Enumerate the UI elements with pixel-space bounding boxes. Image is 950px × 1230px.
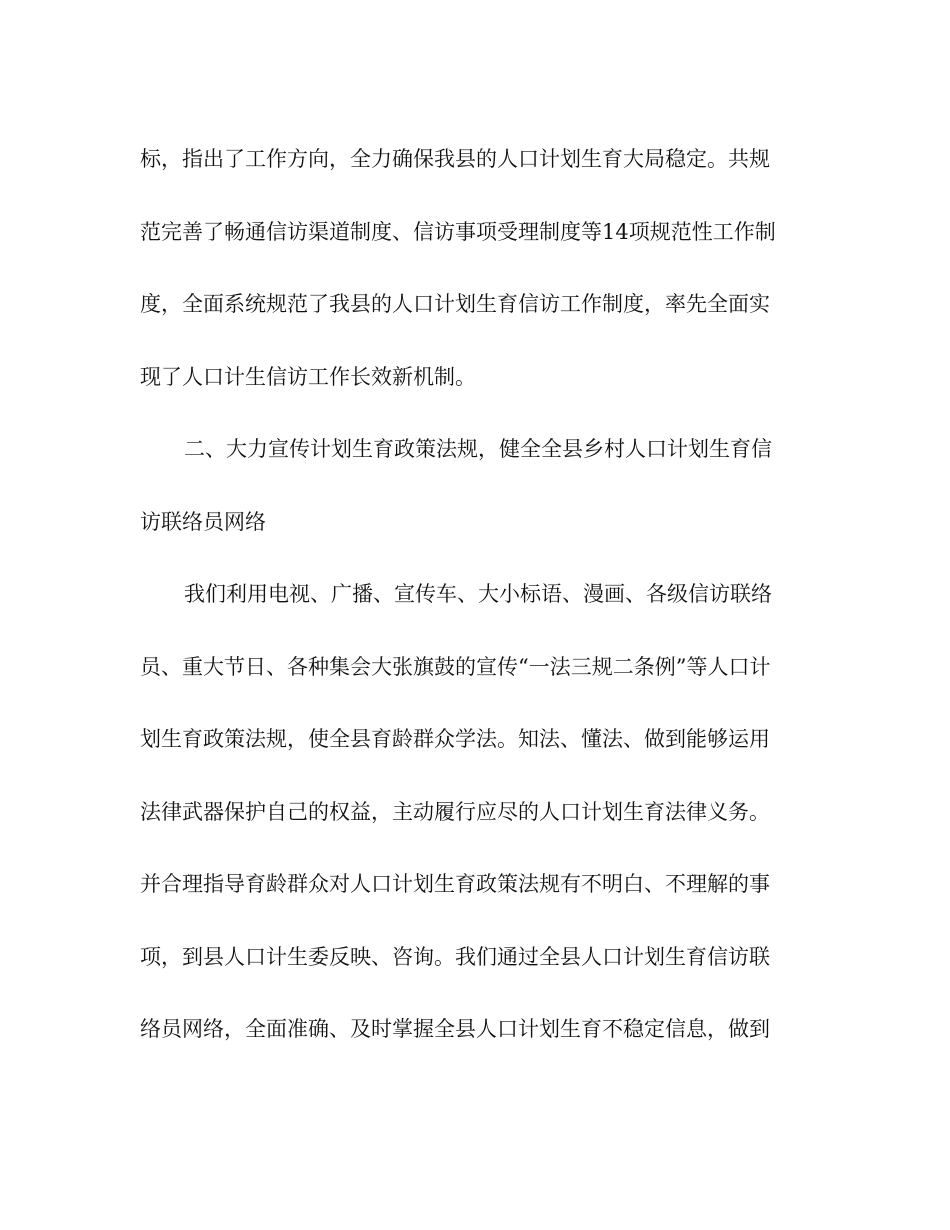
section-heading-line-1: 二、大力宣传计划生育政策法规，健全全县乡村人口计划生育信 [184,437,772,461]
text-line-12: 项，到县人口计生委反映、咨询。我们通过全县人口计划生育信访联 [140,944,770,969]
text-line-4: 现了人口计生信访工作长效新机制。 [140,364,476,389]
text-line-9: 划生育政策法规，使全县育龄群众学法。知法、懂法、做到能够运用 [140,727,770,751]
text-line-8: 员、重大节日、各种集会大张旗鼓的宣传“一法三规二条例”等人口计 [140,654,771,679]
text-line-2: 范完善了畅通信访渠道制度、信访事项受理制度等14项规范性工作制 [140,219,776,244]
text-line-10: 法律武器保护自己的权益，主动履行应尽的人口计划生育法律义务。 [140,799,770,824]
text-line-1: 标，指出了工作方向，全力确保我县的人口计划生育大局稳定。共规 [140,147,770,171]
section-heading-line-2: 访联络员网络 [140,509,266,534]
text-line-11: 并合理指导育龄群众对人口计划生育政策法规有不明白、不理解的事 [140,872,770,896]
text-line-3: 度，全面系统规范了我县的人口计划生育信访工作制度，率先全面实 [140,292,770,316]
document-body [140,134,810,1077]
text-line-7: 我们利用电视、广播、宣传车、大小标语、漫画、各级信访联络 [184,582,772,606]
text-line-13: 络员网络，全面准确、及时掌握全县人口计划生育不稳定信息，做到 [140,1017,770,1041]
